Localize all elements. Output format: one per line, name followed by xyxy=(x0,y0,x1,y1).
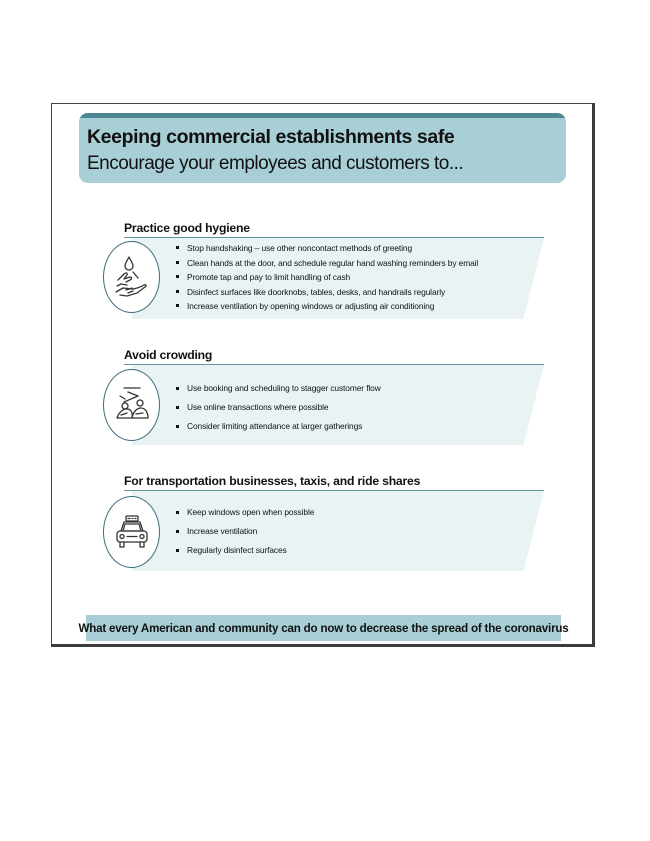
list-item: Use booking and scheduling to stagger customer flow xyxy=(176,379,381,398)
section-heading-transportation: For transportation businesses, taxis, and ride shares xyxy=(124,474,421,488)
list-item: Increase ventilation xyxy=(176,522,314,541)
section-divider xyxy=(124,237,544,238)
taxi-icon xyxy=(103,496,160,568)
list-item: Clean hands at the door, and schedule regular hand washing reminders by email xyxy=(176,256,478,271)
hand-washing-icon xyxy=(103,241,160,313)
list-item: Stop handshaking – use other noncontact methods of greeting xyxy=(176,241,478,256)
section-heading-hygiene: Practice good hygiene xyxy=(124,221,250,235)
page-title: Keeping commercial establishments safe xyxy=(87,126,455,148)
list-item: Use online transactions where possible xyxy=(176,398,381,417)
section-heading-crowding: Avoid crowding xyxy=(124,348,213,362)
footer-text: What every American and community can do now to decrease the spread of the coronavirus xyxy=(78,621,569,635)
hygiene-bullet-list xyxy=(176,241,478,314)
transportation-bullet-list xyxy=(176,503,314,560)
section-divider xyxy=(124,364,544,365)
list-item: Disinfect surfaces like doorknobs, tables, desks, and handrails regularly xyxy=(176,285,478,300)
page-subtitle: Encourage your employees and customers to... xyxy=(87,153,464,174)
list-item: Keep windows open when possible xyxy=(176,503,314,522)
list-item: Promote tap and pay to limit handling of cash xyxy=(176,270,478,285)
social-distancing-icon xyxy=(103,369,160,441)
infographic-slide xyxy=(51,103,595,647)
footer-banner xyxy=(78,615,569,641)
header-banner xyxy=(79,113,566,183)
list-item: Increase ventilation by opening windows or adjusting air conditioning xyxy=(176,299,478,314)
section-divider xyxy=(124,490,544,491)
list-item: Regularly disinfect surfaces xyxy=(176,541,314,560)
list-item: Consider limiting attendance at larger gatherings xyxy=(176,417,381,436)
crowding-bullet-list xyxy=(176,379,381,436)
